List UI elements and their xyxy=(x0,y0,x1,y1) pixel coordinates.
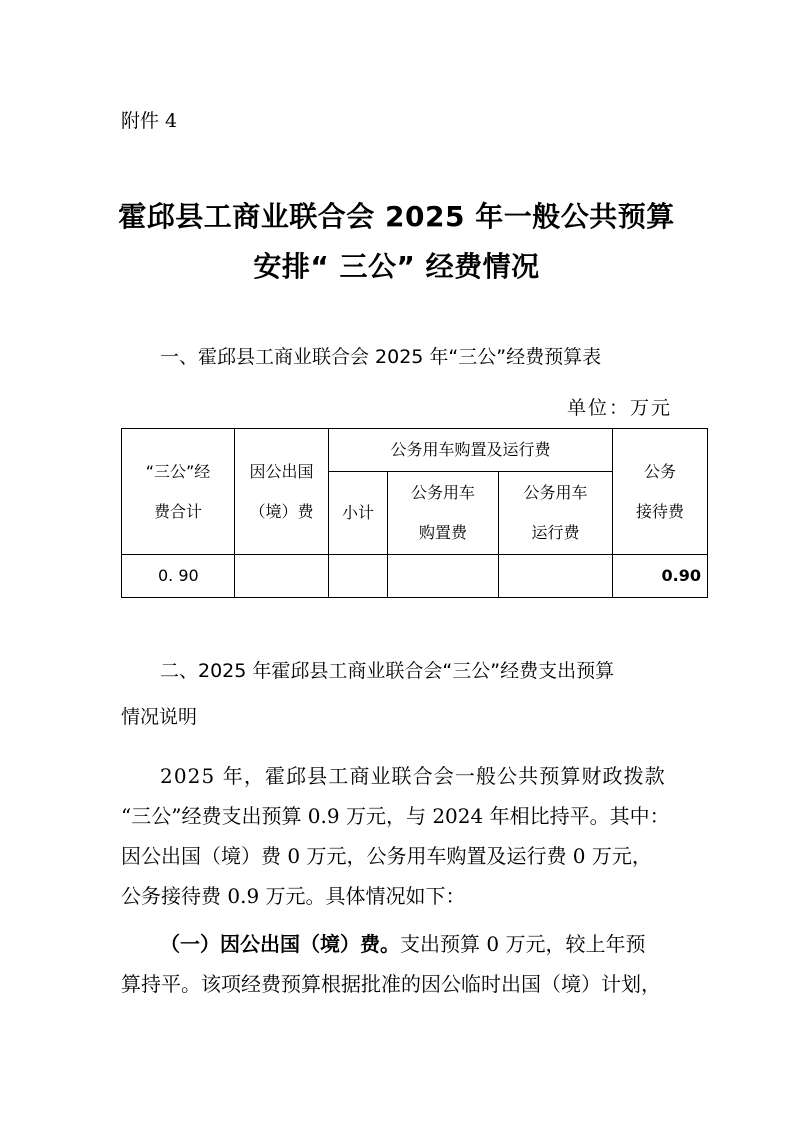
cell-car-running xyxy=(499,555,613,598)
header-car-purchase: 公务用车 购置费 xyxy=(388,472,499,555)
unit-label: 单位：万元 xyxy=(566,397,672,419)
body-line-5 xyxy=(160,928,645,957)
section2-heading-line2: 情况说明 xyxy=(121,706,198,728)
body-line-1: 2025 年，霍邱县工商业联合会一般公共预算财政拨款 xyxy=(160,764,666,788)
cell-reception: 0.90 xyxy=(613,555,708,598)
cell-car-purchase xyxy=(388,555,499,598)
header-total: “三公”经 费合计 xyxy=(122,429,235,555)
section1-heading: 一、霍邱县工商业联合会 2025 年“三公”经费预算表 xyxy=(160,346,602,368)
budget-table xyxy=(121,428,708,598)
header-reception: 公务 接待费 xyxy=(613,429,708,555)
header-abroad: 因公出国 （境）费 xyxy=(235,429,329,555)
attachment-label: 附件 4 xyxy=(121,110,178,132)
body-line-3: 因公出国（境）费 0 万元，公务用车购置及运行费 0 万元， xyxy=(121,844,652,868)
header-car: 公务用车购置及运行费 xyxy=(329,429,613,472)
cell-total: 0. 90 xyxy=(122,555,235,598)
body-line-4: 公务接待费 0.9 万元。具体情况如下： xyxy=(121,884,466,908)
body-line-6: 算持平。该项经费预算根据批准的因公临时出国（境）计划， xyxy=(121,972,661,996)
subsection-1-text: 支出预算 0 万元，较上年预 xyxy=(400,932,646,956)
document-title-line1: 霍邱县工商业联合会 2025 年一般公共预算 xyxy=(118,200,675,233)
subsection-1-heading: （一）因公出国（境）费。 xyxy=(160,932,400,956)
header-car-running: 公务用车 运行费 xyxy=(499,472,613,555)
cell-subtotal xyxy=(329,555,388,598)
table-header-row xyxy=(122,429,708,472)
cell-abroad xyxy=(235,555,329,598)
table-row xyxy=(122,555,708,598)
section2-heading-line1: 二、2025 年霍邱县工商业联合会“三公”经费支出预算 xyxy=(160,660,615,682)
document-title-line2: 安排“ 三公” 经费情况 xyxy=(253,250,540,283)
body-line-2: “三公”经费支出预算 0.9 万元，与 2024 年相比持平。其中： xyxy=(121,804,670,828)
header-subtotal: 小计 xyxy=(329,472,388,555)
